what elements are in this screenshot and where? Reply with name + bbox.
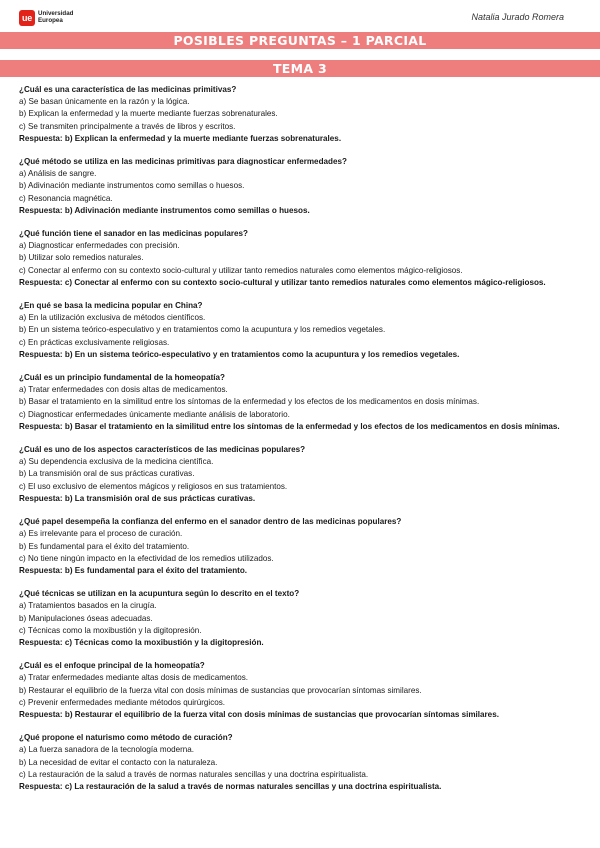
question-text: ¿Qué método se utiliza en las medicinas primitivas para diagnosticar enfermedades? (19, 157, 347, 167)
answer-option: a) Análisis de sangre. (19, 169, 97, 179)
university-logo (19, 10, 73, 26)
answer-option: c) Prevenir enfermedades mediante métodos quirúrgicos. (19, 697, 226, 707)
question-block (19, 372, 584, 433)
question-block (19, 156, 584, 217)
answer-option: b) Es fundamental para el éxito del tratamiento. (19, 541, 190, 551)
answer-option: a) Su dependencia exclusiva de la medicina científica. (19, 457, 214, 467)
answer-option: c) Diagnosticar enfermedades únicamente mediante análisis de laboratorio. (19, 409, 290, 419)
question-block (19, 588, 584, 649)
question-block (19, 300, 584, 361)
answer-option: a) Tratar enfermedades con dosis altas de medicamentos. (19, 385, 228, 395)
question-text: ¿Cuál es un principio fundamental de la homeopatía? (19, 373, 225, 383)
question-block (19, 228, 584, 289)
correct-answer: Respuesta: b) Es fundamental para el éxito del tratamiento. (19, 565, 248, 575)
question-text: ¿Qué técnicas se utilizan en la acupuntura según lo descrito en el texto? (19, 589, 300, 599)
answer-option: b) Adivinación mediante instrumentos como semillas o huesos. (19, 181, 245, 191)
question-block (19, 516, 584, 577)
correct-answer: Respuesta: b) En un sistema teórico-especulativo y en tratamientos como la acupuntura y los remedios vegetales. (19, 349, 460, 359)
logo-line-1: Universidad (38, 10, 74, 18)
logo-text (38, 11, 73, 25)
answer-option: c) Conectar al enfermo con su contexto socio-cultural y utilizar tanto remedios naturales como elementos mágico-religiosos. (19, 265, 463, 275)
questions-list (19, 84, 584, 804)
question-block (19, 84, 584, 145)
answer-option: b) Manipulaciones óseas adecuadas. (19, 613, 153, 623)
correct-answer: Respuesta: c) La restauración de la salud a través de normas naturales sencillas y una doctrina espiritualista. (19, 781, 442, 791)
correct-answer: Respuesta: b) La transmisión oral de sus prácticas curativas. (19, 493, 256, 503)
question-text: ¿Cuál es uno de los aspectos característicos de las medicinas populares? (19, 445, 306, 455)
question-text: ¿Cuál es el enfoque principal de la homeopatía? (19, 661, 205, 671)
question-block (19, 444, 584, 505)
answer-option: c) El uso exclusivo de elementos mágicos y religiosos en sus tratamientos. (19, 481, 288, 491)
correct-answer: Respuesta: c) Técnicas como la moxibustión y la digitopresión. (19, 637, 264, 647)
question-text: ¿Cuál es una característica de las medicinas primitivas? (19, 85, 237, 94)
answer-option: b) Utilizar solo remedios naturales. (19, 253, 144, 263)
question-text: ¿Qué propone el naturismo como método de curación? (19, 733, 233, 743)
answer-option: a) La fuerza sanadora de la tecnología moderna. (19, 745, 195, 755)
correct-answer: Respuesta: c) Conectar al enfermo con su contexto socio-cultural y utilizar tanto remedios naturales como elementos mágico-religiosos. (19, 277, 546, 287)
page-header (0, 0, 600, 34)
logo-line-2: Europea (38, 17, 63, 24)
answer-option: b) En un sistema teórico-especulativo y en tratamientos como la acupuntura y los remedios vegetales. (19, 325, 386, 335)
answer-option: a) En la utilización exclusiva de métodos científicos. (19, 313, 206, 323)
question-block (19, 660, 584, 721)
correct-answer: Respuesta: b) Adivinación mediante instrumentos como semillas o huesos. (19, 205, 310, 215)
answer-option: b) La necesidad de evitar el contacto con la naturaleza. (19, 757, 218, 767)
answer-option: b) La transmisión oral de sus prácticas curativas. (19, 469, 195, 479)
question-text: ¿Qué papel desempeña la confianza del enfermo en el sanador dentro de las medicinas populares? (19, 517, 402, 527)
answer-option: a) Se basan únicamente en la razón y la lógica. (19, 97, 190, 107)
answer-option: c) Resonancia magnética. (19, 193, 113, 203)
correct-answer: Respuesta: b) Explican la enfermedad y la muerte mediante fuerzas sobrenaturales. (19, 133, 342, 143)
answer-option: a) Tratamientos basados en la cirugía. (19, 601, 157, 611)
answer-option: b) Explican la enfermedad y la muerte mediante fuerzas sobrenaturales. (19, 109, 278, 119)
answer-option: b) Restaurar el equilibrio de la fuerza vital con dosis mínimas de sustancias que provocarían síntomas similares. (19, 685, 422, 695)
author-name: Natalia Jurado Romera (471, 12, 564, 22)
answer-option: a) Diagnosticar enfermedades con precisión. (19, 241, 180, 251)
answer-option: c) Se transmiten principalmente a través de libros y escritos. (19, 121, 236, 131)
answer-option: c) No tiene ningún impacto en la efectividad de los remedios utilizados. (19, 553, 274, 563)
correct-answer: Respuesta: b) Restaurar el equilibrio de la fuerza vital con dosis mínimas de sustancias que provocarían síntomas similares. (19, 709, 499, 719)
title-banner: POSIBLES PREGUNTAS – 1 PARCIAL (0, 32, 600, 49)
logo-icon: ue (19, 10, 35, 26)
question-text: ¿En qué se basa la medicina popular en China? (19, 301, 203, 311)
correct-answer: Respuesta: b) Basar el tratamiento en la similitud entre los síntomas de la enfermedad y los efectos de los medicamentos en dosis mínimas. (19, 421, 560, 431)
question-block (19, 732, 584, 793)
topic-banner: TEMA 3 (0, 60, 600, 77)
answer-option: c) En prácticas exclusivamente religiosas. (19, 337, 170, 347)
answer-option: a) Es irrelevante para el proceso de curación. (19, 529, 183, 539)
question-text: ¿Qué función tiene el sanador en las medicinas populares? (19, 229, 248, 239)
answer-option: c) Técnicas como la moxibustión y la digitopresión. (19, 625, 202, 635)
answer-option: c) La restauración de la salud a través de normas naturales sencillas y una doctrina espiritualista. (19, 769, 369, 779)
answer-option: a) Tratar enfermedades mediante altas dosis de medicamentos. (19, 673, 248, 683)
answer-option: b) Basar el tratamiento en la similitud entre los síntomas de la enfermedad y los efectos de los medicamentos en dosis mínimas. (19, 397, 480, 407)
